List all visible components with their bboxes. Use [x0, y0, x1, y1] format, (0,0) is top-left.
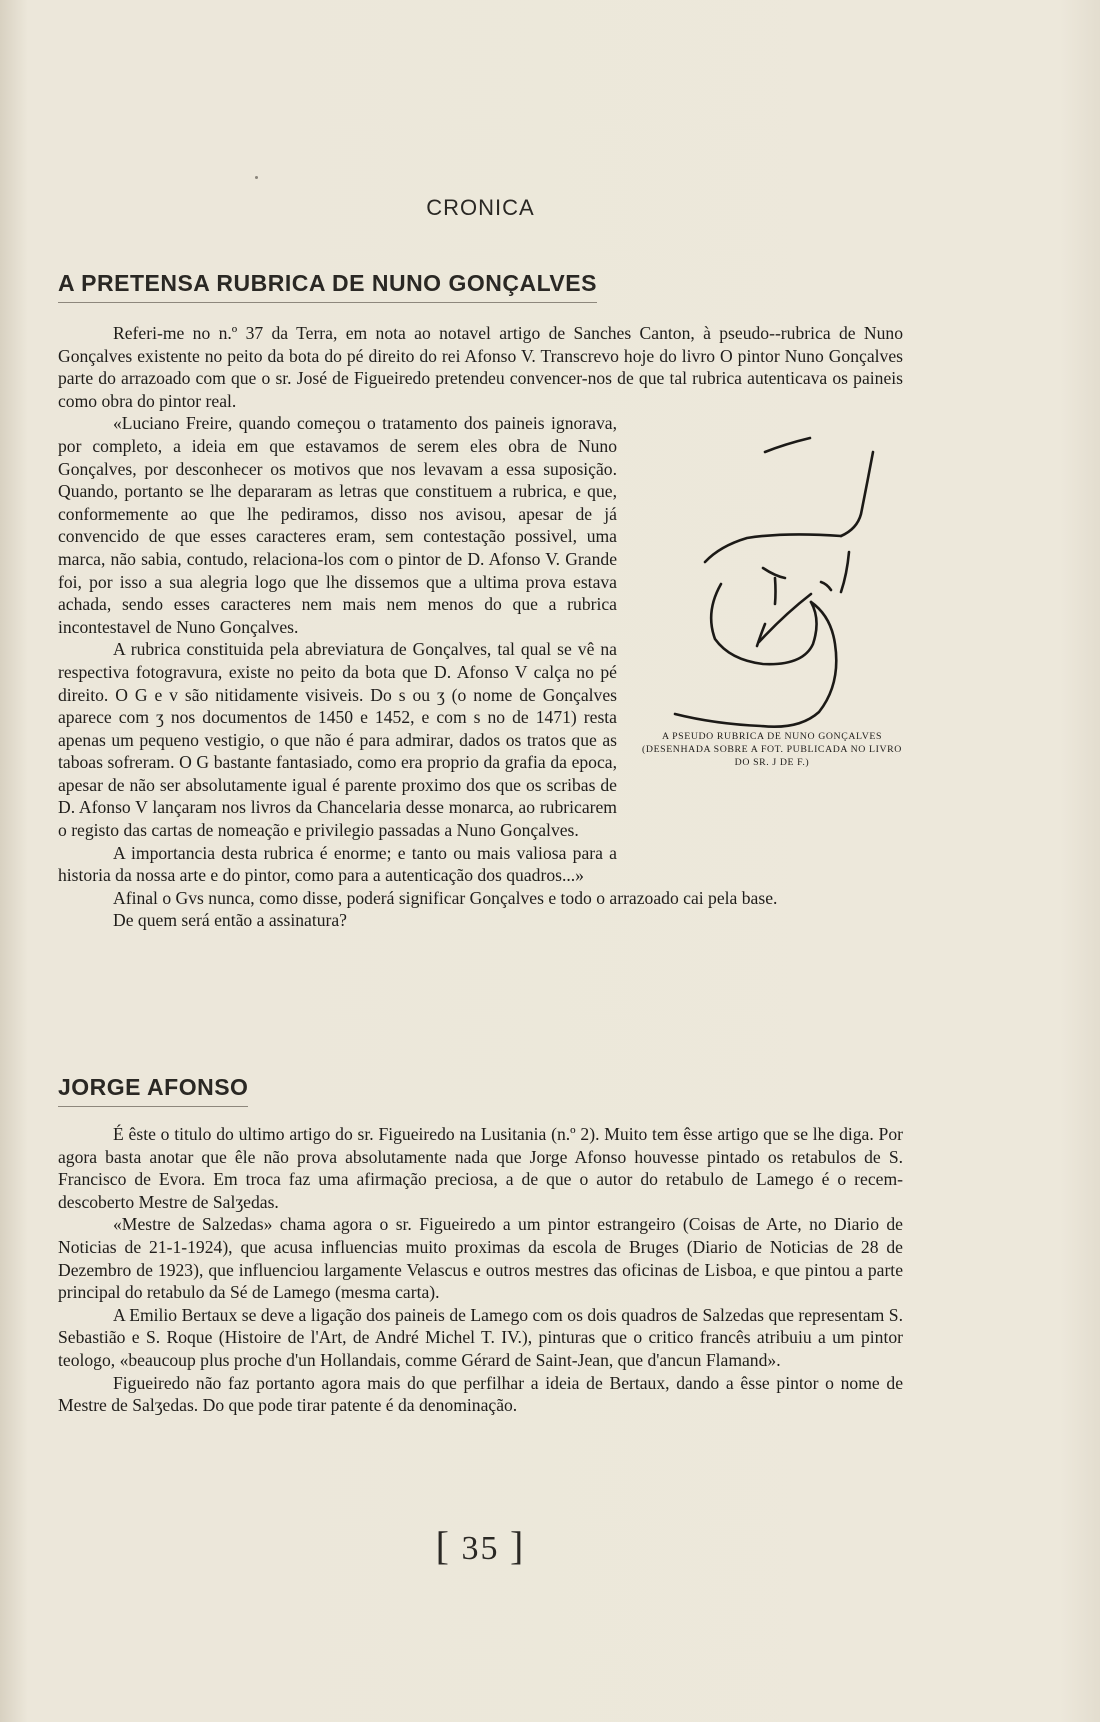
paragraph: A rubrica constituida pela abreviatura de Gonçalves, tal qual se vê na respectiva fotogravura, existe no peito da bota que D. Afonso V calça no pé direito. O G e v são nitidamente visiveis. Do s ou ʒ (o nome de Gonçalves aparece com ʒ nos documentos de 1450 e 1452, e com s no de 1471) resta apenas um pequeno vestigio, o que não é para admirar, dados os tratos que as taboas sofreram. O G bastante fantasiado, como era proprio da grafia da epoca, apesar de não ser absolutamente igual é parente proximo dos que os scribas de D. Afonso V lançaram nos livros da Chancelaria desse monarca, ao rubricarem o registo das cartas de nomeação e privilegio passadas a Nuno Gonçalves. — [58, 639, 617, 841]
pseudo-rubrica-drawing — [635, 434, 903, 734]
paragraph: A importancia desta rubrica é enorme; e tanto ou mais valiosa para a historia da nossa arte e do pintor, como para a autenticação dos quadros...» — [58, 842, 617, 886]
page-number-value: 35 — [461, 1530, 500, 1567]
close-bracket-glyph: ] — [510, 1523, 526, 1568]
page-number — [58, 1522, 903, 1569]
article-body-jorge-afonso — [58, 1123, 903, 1417]
paragraph: A Emilio Bertaux se deve a ligação dos paineis de Lamego com os dois quadros de Salzedas que representam S. Sebastião e S. Roque (Histoire de l'Art, de André Michel T. IV.), pinturas que o critico francês atribuiu a um pintor teologo, «beaucoup plus proche d'un Hollandais, comme Gérard de Saint-Jean, que d'ancun Flamand». — [58, 1304, 903, 1370]
article-body-rubrica — [58, 322, 903, 932]
paragraph: É êste o titulo do ultimo artigo do sr. Figueiredo na Lusitania (n.º 2). Muito tem êsse artigo que se lhe diga. Por agora basta anotar que êle não prova absolutamente nada que Jorge Afonso houvesse pintado os retabulos de S. Francisco de Evora. Em troca faz uma afirmação preciosa, a de que o autor do retabulo de Lamego é o recem-descoberto Mestre de Salʒedas. — [58, 1124, 903, 1212]
paragraph: «Luciano Freire, quando começou o tratamento dos paineis ignorava, por completo, a ideia em que estavamos de serem eles obra de Nuno Gonçalves, por desconhecer os motivos que nos levavam a essa suposição. Quando, portanto se lhe depararam as letras que constituem a rubrica, e que, conformemente ao que lhe pediramos, disso nos avisou, apesar de já convencido de que esses caracteres eram, sem contestação possivel, uma marca, não sabia, contudo, relaciona-los com o pintor de D. Afonso V. Grande foi, por isso a sua alegria logo que lhe dissemos que a ultima prova estava achada, sendo esses caracteres nem mais nem menos do que a rubrica incontestavel de Nuno Gonçalves. — [58, 413, 617, 637]
paragraph: Referi-me no n.º 37 da Terra, em nota ao notavel artigo de Sanches Canton, à pseudo--rubrica de Nuno Gonçalves existente no peito da bota do pé direito do rei Afonso V. Transcrevo hoje do livro O pintor Nuno Gonçalves parte do arrazoado com que o sr. José de Figueiredo pretendeu convencer-nos de que tal rubrica autenticava os paineis como obra do pintor real. — [58, 323, 903, 411]
paragraph: De quem será então a assinatura? — [113, 910, 347, 931]
paragraph: Afinal o Gvs nunca, como disse, poderá significar Gonçalves e todo o arrazoado cai pela base. — [113, 887, 778, 908]
paper-speck — [255, 176, 258, 179]
paragraph: «Mestre de Salzedas» chama agora o sr. Figueiredo a um pintor estrangeiro (Coisas de Arte, no Diario de Noticias de 21-1-1924), que acusa influencias muito proximas da escola de Bruges (Diario de Noticias de 28 de Dezembro de 1923), que influenciou largamente Velascus e outros mestres das oficinas de Lisboa, e que pintou a parte principal do retabulo da Sé de Lamego (mesma carta). — [58, 1214, 903, 1303]
article-title-jorge-afonso: JORGE AFONSO — [58, 1074, 248, 1107]
paragraph: Figueiredo não faz portanto agora mais do que perfilhar a ideia de Bertaux, dando a êsse pintor o nome de Mestre de Salʒedas. Do que pode tirar patente é da denominação. — [58, 1372, 903, 1416]
rubrica-figure — [635, 434, 903, 844]
article-title-rubrica: A PRETENSA RUBRICA DE NUNO GONÇALVES — [58, 270, 597, 303]
figure-caption: A PSEUDO RUBRICA DE NUNO GONÇALVES (DESENHADA SOBRE A FOT. PUBLICADA NO LIVRO DO SR. J DE F.) — [642, 731, 902, 769]
open-bracket-glyph: [ — [435, 1523, 451, 1568]
section-title: CRONICA — [426, 195, 535, 220]
